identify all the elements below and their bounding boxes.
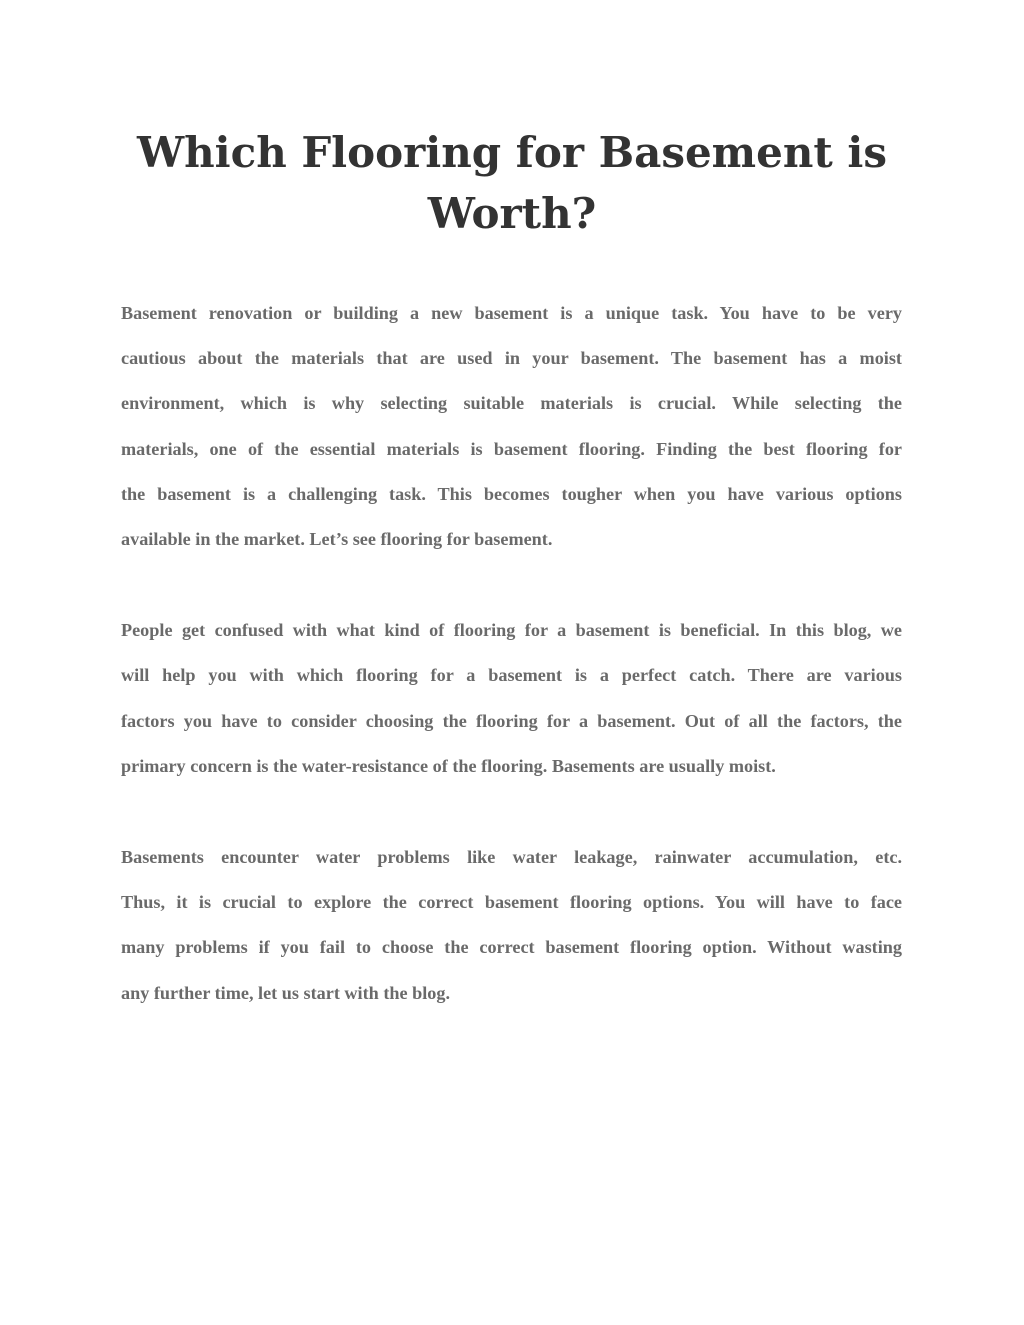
text-line: People get confused with what kind of flooring for a basement is beneficial. In this blog, we xyxy=(121,620,902,641)
paragraph-intro xyxy=(121,291,902,562)
text-line: environment, which is why selecting suitable materials is crucial. While selecting the xyxy=(121,393,902,414)
article-body xyxy=(121,291,902,1062)
text-line: will help you with which flooring for a basement is a perfect catch. There are various xyxy=(121,665,902,686)
paragraph-confusion xyxy=(121,608,902,789)
text-line: cautious about the materials that are used in your basement. The basement has a moist xyxy=(121,348,902,369)
text-line: many problems if you fail to choose the correct basement flooring option. Without wasting xyxy=(121,937,902,958)
title-line: Worth? xyxy=(427,189,597,238)
text-line: primary concern is the water-resistance of the flooring. Basements are usually moist. xyxy=(121,755,776,776)
text-line: Basements encounter water problems like water leakage, rainwater accumulation, etc. xyxy=(121,847,902,868)
text-line: factors you have to consider choosing the flooring for a basement. Out of all the factors, the xyxy=(121,710,902,731)
text-line: Basement renovation or building a new basement is a unique task. You have to be very xyxy=(121,303,902,323)
text-line: available in the market. Let’s see flooring for basement. xyxy=(121,529,553,550)
text-line: materials, one of the essential materials is basement flooring. Finding the best flooring for xyxy=(121,438,902,459)
text-line: Thus, it is crucial to explore the correct basement flooring options. You will have to face xyxy=(121,892,902,913)
text-line: the basement is a challenging task. This becomes tougher when you have various options xyxy=(121,483,902,504)
page-title xyxy=(122,122,902,244)
paragraph-water-problems xyxy=(121,835,902,1016)
title-line: Which Flooring for Basement is xyxy=(136,128,888,177)
text-line: any further time, let us start with the blog. xyxy=(121,982,451,1003)
